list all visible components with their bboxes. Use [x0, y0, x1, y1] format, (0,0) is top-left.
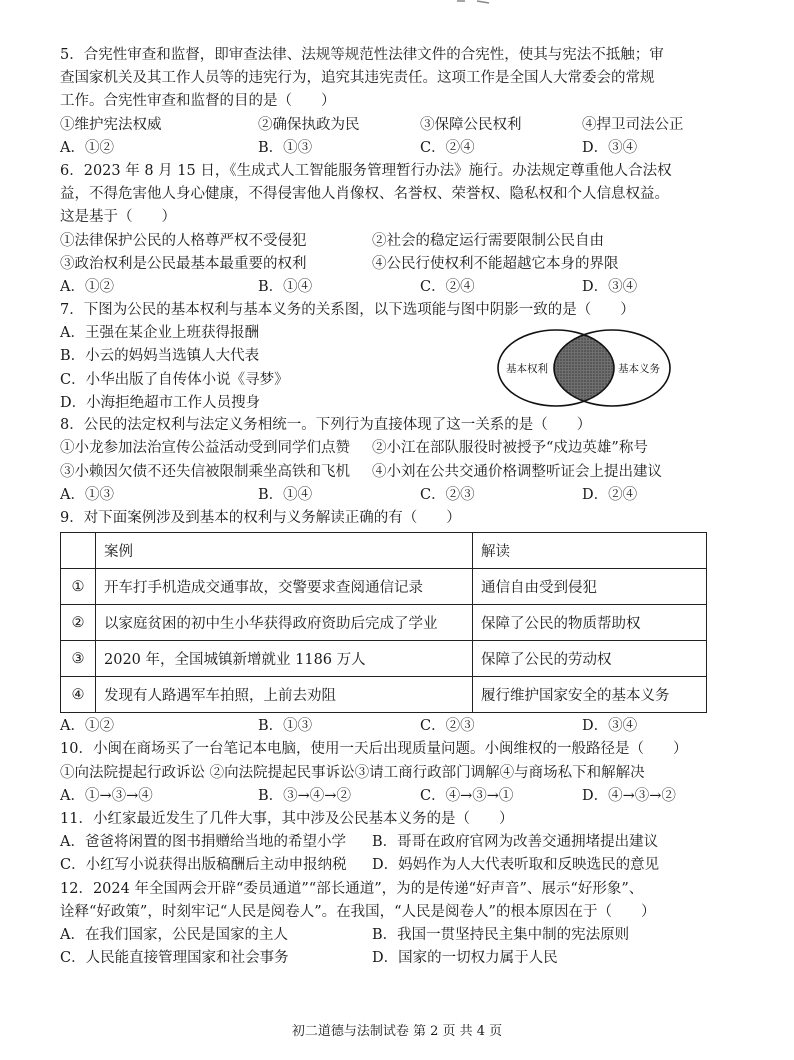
- q11-options-row-2: [60, 854, 720, 877]
- q12-option-c: C．人民能直接管理国家和社会事务: [60, 950, 289, 967]
- q6-items-row-1: [60, 230, 720, 253]
- table-cell: ④: [61, 677, 96, 713]
- question-11: [60, 808, 720, 878]
- q8-items-row-2: [60, 461, 720, 484]
- q6-item-1: ①法律保护公民的人格尊严权不受侵犯: [60, 232, 307, 249]
- q11-options-row-1: [60, 831, 720, 854]
- q5-line-3: 工作。合宪性审查和监督的目的是（ ）: [60, 93, 336, 110]
- q6-option-d: D．③④: [582, 278, 638, 295]
- q8-options: [60, 484, 720, 507]
- q8-option-d: D．②④: [582, 486, 638, 503]
- q8-stem: 8．公民的法定权利与法定义务相统一。下列行为直接体现了这一关系的是（ ）: [60, 417, 592, 434]
- table-cell: ②: [61, 605, 96, 641]
- table-cell: 履行维护国家安全的基本义务: [473, 677, 707, 713]
- venn-left-label: 基本权利: [506, 363, 548, 376]
- q6-line-1: 6．2023 年 8 月 15 日，《生成式人工智能服务管理暂行办法》施行。办法规定尊重他人合法权: [60, 162, 672, 179]
- table-row: [61, 641, 707, 677]
- table-row: [61, 569, 707, 605]
- q5-item-3: ③保障公民权利: [420, 116, 522, 133]
- q11-option-a: A．爸爸将闲置的图书捐赠给当地的希望小学: [60, 834, 346, 851]
- question-10: [60, 738, 720, 808]
- q6-item-4: ④公民行使权利不能超越它本身的界限: [372, 255, 619, 272]
- question-8: [60, 414, 720, 507]
- venn-right-label: 基本义务: [618, 363, 660, 376]
- q12-option-b: B．我国一贯坚持民主集中制的宪法原则: [372, 926, 630, 943]
- q8-option-a: A．①③: [60, 486, 114, 503]
- q6-option-a: A．①②: [60, 278, 114, 295]
- q9-option-c: C．②③: [420, 718, 475, 735]
- q7-option-b: B．小云的妈妈当选镇人大代表: [60, 348, 260, 365]
- q12-option-d: D．国家的一切权力属于人民: [372, 950, 558, 967]
- scan-mark: [455, 0, 495, 6]
- table-cell: 2020 年，全国城镇新增就业 1186 万人: [96, 641, 473, 677]
- table-row: [61, 677, 707, 713]
- q8-option-c: C．②③: [420, 486, 475, 503]
- table-header-row: [61, 533, 707, 569]
- q6-item-2: ②社会的稳定运行需要限制公民自由: [372, 232, 604, 249]
- page-footer: 初二道德与法制试卷 第 2 页 共 4 页: [291, 1024, 503, 1039]
- q8-items-row-1: [60, 437, 720, 460]
- q10-options: [60, 785, 720, 808]
- q11-option-b: B．哥哥在政府官网为改善交通拥堵提出建议: [372, 834, 659, 851]
- table-cell: 发现有人路遇军车拍照，上前去劝阻: [96, 677, 473, 713]
- q6-line-2: 益，不得危害他人身心健康，不得侵害他人肖像权、名誉权、荣誉权、隐私权和个人信息权益。: [60, 186, 669, 203]
- q8-item-2: ②小江在部队服役时被授予“戍边英雄”称号: [372, 440, 648, 457]
- table-cell: 保障了公民的劳动权: [473, 641, 707, 677]
- q12-options-row-2: [60, 947, 720, 970]
- table-header-cell: 解读: [473, 533, 707, 569]
- q10-items: ①向法院提起行政诉讼 ②向法院提起民事诉讼③请工商行政部门调解④与商场私下和解解决: [60, 764, 645, 781]
- q10-option-d: D．④→③→②: [582, 787, 676, 804]
- question-12: [60, 878, 720, 971]
- q7-option-d: D．小海拒绝超市工作人员搜身: [60, 394, 261, 411]
- q10-option-a: A．①→③→④: [60, 787, 153, 804]
- q7-option-c: C．小华出版了自传体小说《寻梦》: [60, 371, 289, 388]
- q9-option-b: B．①③: [258, 718, 313, 735]
- q7-body: [60, 322, 720, 414]
- q5-option-c: C．②④: [420, 139, 475, 156]
- q8-item-4: ④小刘在公共交通价格调整听证会上提出建议: [372, 463, 662, 480]
- q6-line-3: 这是基于（ ）: [60, 209, 176, 226]
- question-5: [60, 44, 720, 160]
- q5-item-4: ④捍卫司法公正: [582, 116, 684, 133]
- q5-option-b: B．①③: [258, 139, 313, 156]
- table-cell: ①: [61, 569, 96, 605]
- q9-stem: 9．对下面案例涉及到基本的权利与义务解读正确的有（ ）: [60, 510, 461, 526]
- q9-options: [60, 715, 720, 738]
- table-cell: 以家庭贫困的初中生小华获得政府资助后完成了学业: [96, 605, 473, 641]
- q6-option-b: B．①④: [258, 278, 313, 295]
- q5-option-a: A．①②: [60, 139, 114, 156]
- q9-table: [60, 532, 707, 713]
- question-7: [60, 299, 720, 414]
- q5-line-2: 查国家机关及其工作人员等的违宪行为，追究其违宪责任。这项工作是全国人大常委会的常规: [60, 70, 655, 87]
- questions: [60, 44, 720, 970]
- table-row: [61, 605, 707, 641]
- q7-option-a: A．王强在某企业上班获得报酬: [60, 325, 259, 342]
- q5-options: [60, 137, 720, 160]
- q11-option-d: D．妈妈作为人大代表听取和反映选民的意见: [372, 857, 660, 874]
- q8-option-b: B．①④: [258, 486, 313, 503]
- q8-item-1: ①小龙参加法治宣传公益活动受到同学们点赞: [60, 440, 350, 457]
- q5-line-1: 5．合宪性审查和监督，即审查法律、法规等规范性法律文件的合宪性，使其与宪法不抵触；审: [60, 47, 664, 63]
- table-cell: ③: [61, 641, 96, 677]
- q7-stem: 7．下图为公民的基本权利与基本义务的关系图，以下选项能与图中阴影一致的是（ ）: [60, 302, 635, 319]
- q12-line-2: 诠释“好政策”，时刻牢记“人民是阅卷人”。在我国，“人民是阅卷人”的根本原因在于（ ）: [60, 903, 656, 920]
- venn-diagram: [494, 326, 674, 410]
- q6-options: [60, 276, 720, 299]
- question-6: [60, 160, 720, 299]
- q12-option-a: A．在我们国家，公民是国家的主人: [60, 926, 288, 943]
- q10-option-c: C．④→③→①: [420, 787, 514, 804]
- q12-line-1: 12．2024 年全国两会开辟“委员通道”“部长通道”，为的是传递“好声音”、展示“好形象”、: [60, 880, 644, 897]
- table-cell: 开车打手机造成交通事故，交警要求查阅通信记录: [96, 569, 473, 605]
- q5-item-1: ①维护宪法权威: [60, 116, 162, 133]
- q10-option-b: B．③→④→②: [258, 787, 351, 804]
- q9-option-d: D．③④: [582, 718, 638, 735]
- q5-option-d: D．③④: [582, 139, 638, 156]
- q10-stem: 10．小闽在商场买了一台笔记本电脑，使用一天后出现质量问题。小闽维权的一般路径是（ ）: [60, 741, 688, 758]
- q9-option-a: A．①②: [60, 718, 114, 735]
- table-cell: 保障了公民的物质帮助权: [473, 605, 707, 641]
- q11-option-c: C．小红写小说获得出版稿酬后主动申报纳税: [60, 857, 347, 874]
- q6-item-3: ③政治权利是公民最基本最重要的权利: [60, 255, 307, 272]
- question-9: [60, 507, 720, 738]
- table-header-cell: 案例: [96, 533, 473, 569]
- q11-stem: 11．小红家最近发生了几件大事，其中涉及公民基本义务的是（ ）: [60, 810, 514, 827]
- q6-items-row-2: [60, 253, 720, 276]
- q12-options-row-1: [60, 924, 720, 947]
- q8-item-3: ③小赖因欠债不还失信被限制乘坐高铁和飞机: [60, 463, 350, 480]
- q5-item-2: ②确保执政为民: [258, 116, 360, 133]
- q5-items: [60, 114, 720, 137]
- table-cell: 通信自由受到侵犯: [473, 569, 707, 605]
- table-header-cell: [61, 533, 96, 569]
- q6-option-c: C．②④: [420, 278, 475, 295]
